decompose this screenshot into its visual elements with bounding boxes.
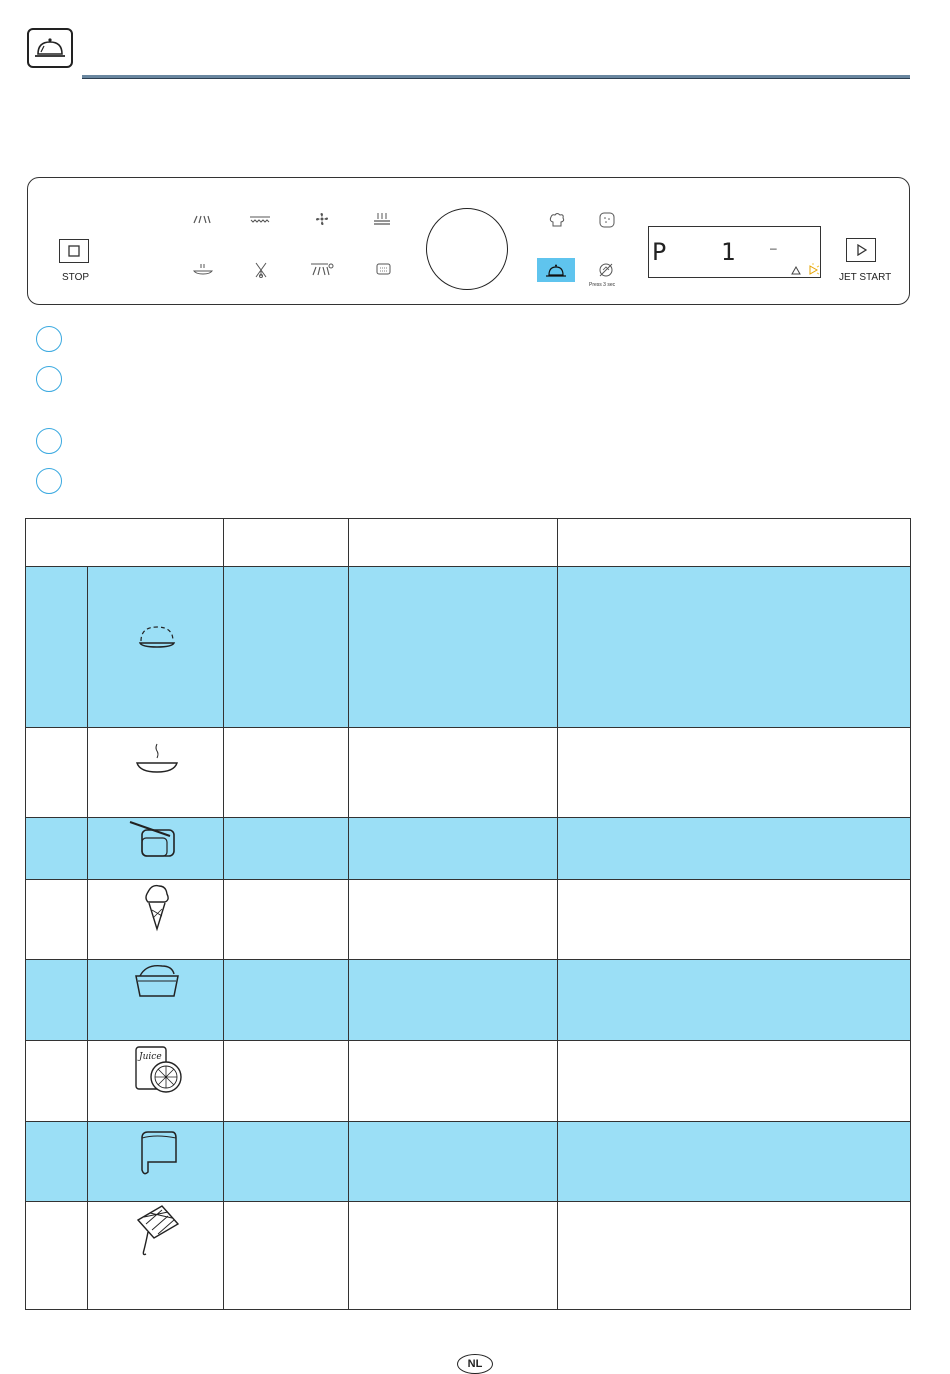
table-divider xyxy=(223,519,224,1309)
jet-start-button[interactable] xyxy=(846,238,876,262)
language-badge: NL xyxy=(457,1354,493,1374)
grill-icon[interactable] xyxy=(190,213,214,228)
program-table xyxy=(25,518,911,1310)
dough-icon[interactable] xyxy=(595,211,619,232)
off-icon[interactable] xyxy=(594,261,618,282)
crisp-icon[interactable] xyxy=(372,262,396,279)
table-row xyxy=(26,1122,910,1202)
fan-icon[interactable] xyxy=(310,212,334,229)
cloche-icon xyxy=(27,28,73,68)
butter-melt-icon xyxy=(126,818,188,862)
step-3-marker xyxy=(36,428,62,454)
steam-icon[interactable] xyxy=(370,211,394,230)
control-dial[interactable] xyxy=(426,208,508,290)
table-row xyxy=(26,728,910,818)
table-divider xyxy=(557,519,558,1309)
display-indicator-icon xyxy=(790,262,820,283)
table-row xyxy=(26,818,910,880)
table-row xyxy=(26,880,910,960)
ice-cream-icon xyxy=(126,882,188,934)
stop-label: STOP xyxy=(62,272,90,283)
bottom-heat-icon[interactable] xyxy=(248,213,272,228)
step-4-marker xyxy=(36,468,62,494)
table-row xyxy=(26,960,910,1041)
table-divider xyxy=(348,519,349,1309)
svg-text:Juice: Juice xyxy=(139,1052,162,1062)
warm-plate-icon xyxy=(126,740,188,780)
table-row xyxy=(26,1041,910,1122)
step-2-marker xyxy=(36,366,62,392)
display-program: P 1 xyxy=(652,238,756,266)
table-divider xyxy=(87,567,88,1309)
auto-button-active[interactable] xyxy=(537,258,575,282)
stop-button[interactable] xyxy=(59,239,89,263)
combi-grill-icon[interactable] xyxy=(310,261,334,280)
melting-pot-icon xyxy=(126,1124,188,1178)
header-rule xyxy=(82,75,910,79)
jet-start-label: JET START xyxy=(839,272,892,283)
cake-tin-icon xyxy=(126,960,188,1002)
display-dash: – xyxy=(770,241,777,255)
table-row xyxy=(26,1202,910,1309)
dough-dome-icon xyxy=(126,619,188,659)
chef-hat-icon[interactable] xyxy=(545,211,569,232)
juice-citrus-icon xyxy=(126,1043,188,1095)
warm-plate-icon[interactable] xyxy=(191,262,215,279)
defrost-icon[interactable] xyxy=(249,261,273,282)
table-header-row xyxy=(26,519,910,567)
press-note: Press 3 sec xyxy=(589,282,616,288)
table-row xyxy=(26,567,910,728)
step-1-marker xyxy=(36,326,62,352)
chocolate-icon xyxy=(126,1204,188,1260)
